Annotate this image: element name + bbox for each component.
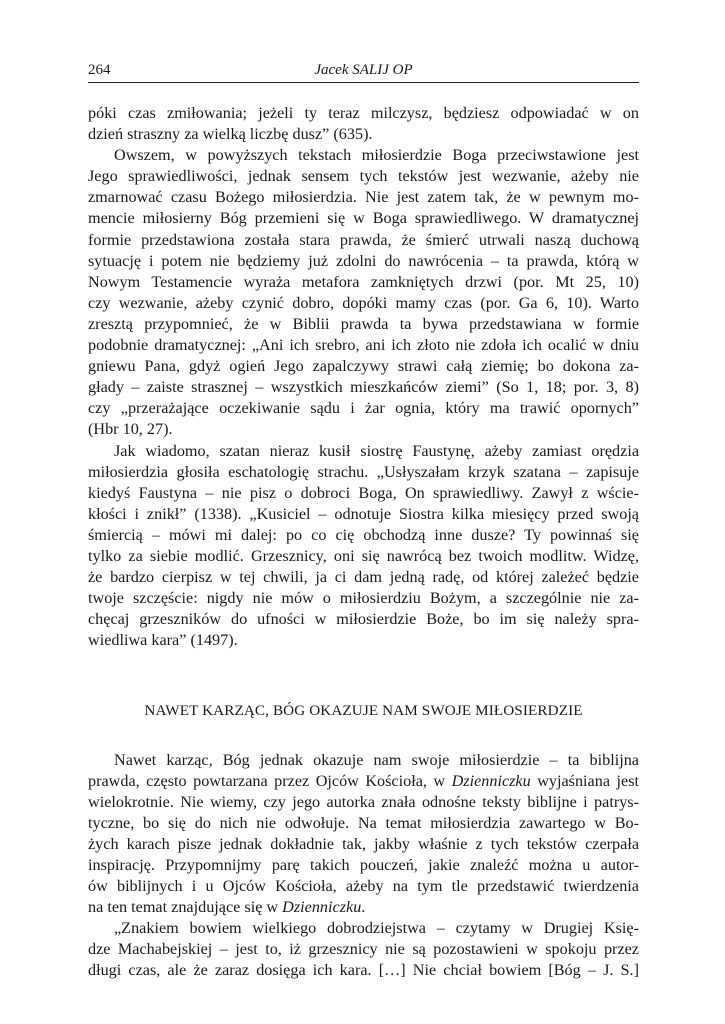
- text-line: „Znakiem bowiem wielkiego dobrodziejstwa – czytamy w Drugiej Księ-: [114, 919, 639, 938]
- page: [88, 56, 639, 982]
- text-span: .: [361, 898, 366, 917]
- text-span: na ten temat znajdujące się w: [88, 898, 283, 917]
- running-head: Jacek SALIJ OP: [314, 62, 413, 78]
- text-line: chęcaj grzeszników do ufności w miłosierdzie Boże, bo im się należy spra-: [88, 610, 639, 629]
- text-line: [88, 897, 639, 918]
- italic-title: Dzienniczku: [451, 771, 531, 790]
- text-line: gniewu Pana, gdyż ogień Jego zapalczywy strawi całą ziemię; bo dokona za-: [88, 357, 639, 376]
- text-line: Nawet karząc, Bóg jednak okazuje nam swoje miłosierdzie – ta biblijna: [114, 750, 639, 769]
- text-line: Nowym Testamencie wyraża metafora zamkniętych drzwi (por. Mt 25, 10): [88, 272, 639, 291]
- text-line: póki czas zmiłowania; jeżeli ty teraz milczysz, będziesz odpowiadać w on: [88, 104, 639, 122]
- page-number: 264: [88, 62, 111, 78]
- text-line: zmarnować czasu Bożego miłosierdzia. Nie jest zatem tak, że w pewnym mo-: [88, 188, 639, 207]
- running-header: [88, 56, 639, 83]
- text-line: śmiercią – mówi mi dalej: po co cię obchodzą inne dusze? Ty powinnaś się: [88, 525, 639, 544]
- text-line: wiedliwa kara” (1497).: [88, 631, 238, 650]
- text-line: kłości i znikł” (1338). „Kusiciel – odnotuje Siostra kilka miesięcy przed swoją: [88, 504, 639, 523]
- text-line: wielokrotnie. Nie wiemy, czy jego autorka znała odnośne teksty biblijne i patrys-: [88, 792, 639, 811]
- text-line: że bardzo cierpisz w tej chwili, ja ci dam jedną radę, od której zależeć będzie: [88, 568, 639, 587]
- section-title: NAWET KARZĄC, BÓG OKAZUJE NAM SWOJE MIŁOSIERDZIE: [144, 702, 583, 720]
- text-line: tyczne, bo się do nich nie odwołuje. Na temat miłosierdzia zawartego w Bo-: [88, 813, 639, 832]
- text-line: dzień straszny za wielką liczbę dusz” (635).: [88, 125, 373, 144]
- text-line: [88, 771, 639, 792]
- text-line: ów biblijnych i u Ojców Kościoła, ażeby na tym tle przedstawić twierdzenia: [88, 877, 639, 896]
- text-line: mencie miłosierny Bóg przemieni się w Boga sprawiedliwego. W dramatycznej: [88, 209, 639, 228]
- text-line: inspirację. Przypomnijmy parę takich pouczeń, jakie znaleźć można u autor-: [88, 856, 639, 874]
- text-line: miłosierdzia głosiła eschatologię strachu. „Usłyszałam krzyk szatana – zapisuje: [88, 462, 639, 481]
- text-line: formie przedstawiona została stara prawda, że śmierć utrwali naszą duchową: [88, 230, 639, 249]
- italic-title: Dzienniczku: [282, 898, 362, 917]
- text-line: tylko za siebie modlić. Grzesznicy, oni się nawrócą bez twoich modlitw. Widzę,: [88, 546, 639, 565]
- text-line: sytuację i potem nie będziemy już zdolni do nawrócenia – ta prawda, którą w: [88, 251, 639, 270]
- text-line: Jak wiadomo, szatan nieraz kusił siostrę Faustynę, ażeby zamiast orędzia: [114, 441, 639, 460]
- text-line: zresztą przypomnieć, że w Biblii prawda ta bywa przedstawiana w formie: [88, 314, 639, 333]
- text-span: wyjaśniana jest: [530, 771, 639, 790]
- text-line: długi czas, ale że zaraz dosięga ich kara. […] Nie chciał bowiem [Bóg – J. S.]: [88, 961, 639, 980]
- text-span: prawda, często powtarzana przez Ojców Kościoła, w: [88, 771, 452, 790]
- text-line: twoje szczęście: nigdy nie mów o miłosierdziu Bożym, a szczególnie nie za-: [88, 589, 639, 608]
- text-line: czy wezwanie, ażeby czynić dobro, dopóki mamy czas (por. Ga 6, 10). Warto: [88, 293, 639, 312]
- text-line: kiedyś Faustyna – nie pisz o dobroci Boga, On sprawiedliwy. Zawył z wście-: [88, 483, 639, 502]
- text-line: żych karach pisze jednak dokładnie tak, jakby właśnie z tych tekstów czerpała: [88, 834, 639, 853]
- text-line: Owszem, w powyższych tekstach miłosierdzie Boga przeciwstawione jest: [114, 146, 639, 165]
- text-line: dze Machabejskiej – jest to, iż grzesznicy nie są pozostawieni w spokoju przez: [88, 940, 639, 959]
- text-line: głady – zaiste strasznej – wszystkich mieszkańców ziemi” (So 1, 18; por. 3, 8): [88, 378, 639, 397]
- text-line: Jego sprawiedliwości, jednak sensem tych tekstów jest wezwanie, ażeby nie: [88, 167, 639, 186]
- body-text: [88, 103, 639, 982]
- text-line: czy „przerażające oczekiwanie sądu i żar ognia, który ma trawić opornych”: [88, 399, 639, 418]
- text-line: (Hbr 10, 27).: [88, 420, 173, 439]
- text-line: podobnie dramatycznej: „Ani ich srebro, ani ich złoto nie zdoła ich ocalić w dniu: [88, 336, 639, 355]
